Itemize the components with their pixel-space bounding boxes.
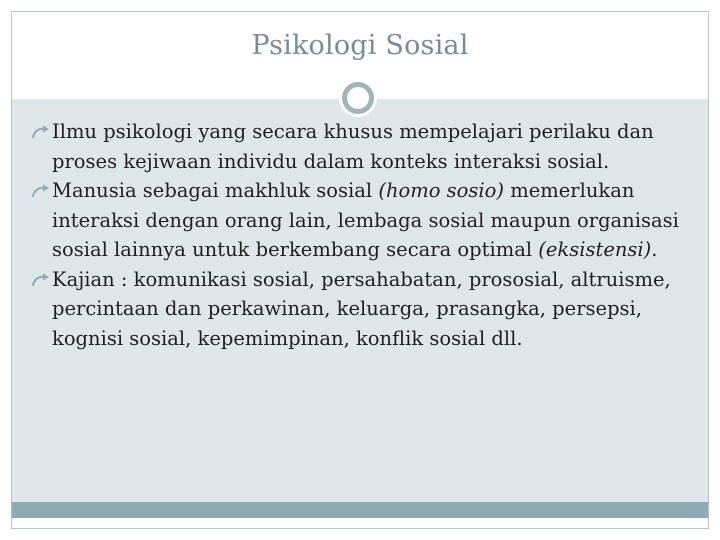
bullet-text-run: Ilmu psikologi yang secara khusus mempelajari perilaku dan proses kejiwaan individu dalam konteks interaksi sosial. (52, 120, 654, 173)
bullet-item (32, 265, 696, 354)
bullet-item (32, 117, 696, 176)
bullet-text-italic: (homo sosio) (378, 179, 505, 202)
curved-arrow-bullet-icon (32, 273, 50, 287)
bullet-item (32, 176, 696, 265)
curved-arrow-bullet-icon (32, 184, 50, 198)
slide-title: Psikologi Sosial (251, 30, 469, 61)
bullet-text-run: memerlukan interaksi dengan orang lain, lembaga sosial maupun organisasi sosial lainnya untuk berkembang secara optimal (52, 179, 679, 261)
circle-ring-icon (339, 79, 377, 117)
bullet-text-run: Manusia sebagai makhluk sosial (52, 179, 379, 202)
bullet-text-italic: (eksistensi) (538, 238, 652, 261)
bullet-text (52, 268, 671, 350)
footer-band (12, 502, 708, 518)
curved-arrow-bullet-icon (32, 125, 50, 139)
bullet-list (32, 117, 696, 353)
bullet-text (52, 179, 679, 261)
bullet-text-run: Kajian : komunikasi sosial, persahabatan, prososial, altruisme, percintaan dan perkawinan, keluarga, prasangka, persepsi, kognisi sosial, kepemimpinan, konflik sosial dll. (52, 267, 671, 350)
bullet-text (52, 120, 654, 173)
bullet-text-run: . (651, 238, 658, 261)
